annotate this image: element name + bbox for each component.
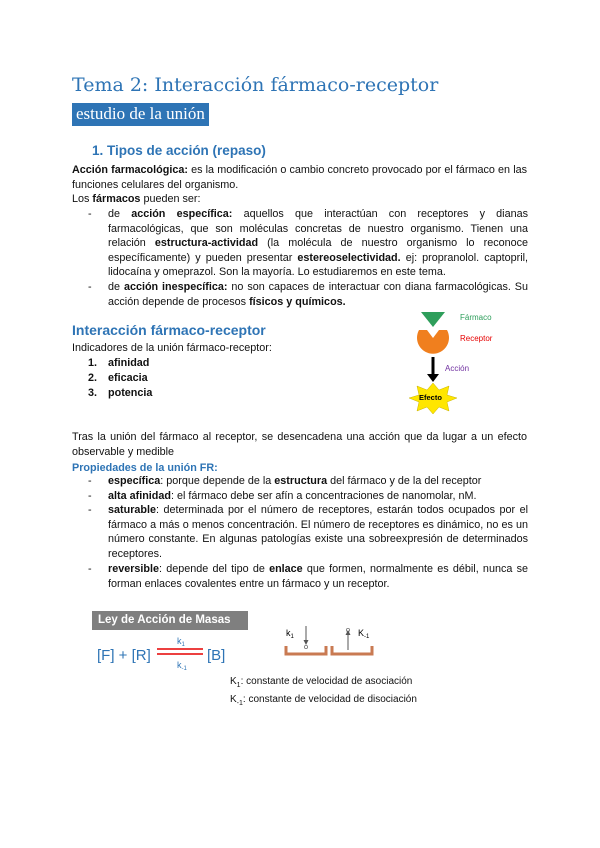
k-subscript: -1	[236, 700, 243, 707]
indicators-list	[88, 356, 152, 401]
dash-bullet: -	[88, 281, 92, 293]
drugs-intro	[72, 192, 527, 207]
drug-label: Fármaco	[460, 313, 492, 322]
page-title: Tema 2: Interacción fármaco-receptor	[72, 74, 439, 96]
definition-text: es la modificación o cambio concreto provocado por el fármaco en las funciones celulares del organismo.	[72, 164, 527, 191]
item-text: no son capaces de interactuar con diana farmacológicas. Su acción depende de procesos	[108, 281, 529, 308]
prop-term: saturable	[108, 504, 157, 516]
list-item-text	[108, 562, 528, 591]
dash-bullet: -	[88, 475, 92, 487]
k1-label	[286, 628, 295, 640]
mass-action-equation	[95, 632, 245, 677]
drugs-prefix: Los	[72, 193, 90, 205]
k-1-definition	[230, 694, 417, 707]
k-subscript: 1	[290, 634, 294, 640]
item-term2: físicos y químicos.	[249, 295, 346, 308]
item-term3: estereoselectividad.	[297, 251, 401, 264]
property-afinidad	[88, 489, 528, 504]
dash-bullet: -	[88, 490, 92, 502]
list-item-text	[108, 474, 528, 489]
reverse-rate-label	[177, 660, 187, 672]
list-item-text	[108, 503, 528, 561]
prop-text: : determinada por el número de receptores, estarán todos ocupados por el fármaco a más o menos concentración. El número de receptores es dinámico, no es un número constante. En algunas patologías existe una sobreexpresión de determinados receptores.	[108, 504, 528, 560]
receptor-label: Receptor	[460, 334, 493, 343]
drug-receptor-diagram	[405, 300, 535, 420]
item-number: 3.	[88, 387, 98, 399]
association-arrowhead-icon	[304, 640, 309, 645]
prop-term2: estructura	[274, 475, 328, 487]
item-term: acción inespecífica:	[123, 281, 228, 293]
k-subscript: 1	[236, 682, 241, 689]
item-term2: estructura-actividad	[154, 237, 259, 249]
dash-bullet: -	[88, 504, 92, 516]
action-arrowhead-icon	[427, 374, 439, 382]
indicator-item	[88, 371, 152, 386]
dash-bullet: -	[88, 563, 92, 575]
prop-term2: enlace	[269, 563, 303, 575]
prop-text: : el fármaco debe ser afín a concentraciones de nanomolar, nM.	[171, 490, 477, 502]
section-heading-tipos	[92, 143, 266, 158]
k-definition-text: : constante de velocidad de asociación	[240, 676, 413, 687]
property-reversible	[88, 562, 528, 591]
k-symbol: K	[230, 676, 237, 687]
k-subscript: -1	[181, 666, 187, 672]
receptor-site-icon	[332, 646, 372, 654]
page-subtitle: estudio de la unión	[72, 103, 209, 126]
effect-label: Efecto	[419, 393, 442, 402]
receptor-shape-icon	[417, 330, 449, 354]
k-subscript: -1	[364, 634, 370, 640]
indicator-item	[88, 386, 152, 401]
definition-term: Acción farmacológica:	[72, 164, 188, 176]
heading-number: 1.	[92, 143, 104, 158]
k-1-label	[358, 628, 370, 640]
dash-bullet: -	[88, 208, 92, 220]
list-item-especifica	[88, 207, 528, 280]
drug-shape-icon	[421, 312, 445, 327]
definition-paragraph	[72, 163, 527, 192]
k-symbol: k	[177, 660, 182, 670]
list-item-text	[108, 207, 528, 280]
after-binding-paragraph: Tras la unión del fármaco al receptor, se desencadena una acción que da lugar a un efecto observable y medible	[72, 431, 527, 458]
property-saturable	[88, 503, 528, 561]
prop-text: : porque depende de la	[160, 475, 272, 487]
item-text: aquellos que interactúan con receptores y dianas farmacológicas, que son moléculas concretas de nuestro organismo. Tienen una relación	[108, 208, 528, 249]
item-label: eficacia	[108, 372, 148, 384]
drugs-suffix: pueden ser:	[143, 193, 201, 205]
item-text3: ej: propranolol. captopril, lidocaína y omeprazol. Son la mayoría. Lo estudiaremos en este tema.	[108, 251, 529, 278]
item-text2: (la molécula de nuestro organismo lo reconoce específicamente) y pueden presentar	[108, 237, 529, 264]
property-especifica	[88, 474, 528, 489]
section-heading-interaccion: Interacción fármaco-receptor	[72, 322, 266, 338]
indicators-intro: Indicadores de la unión fármaco-receptor:	[72, 342, 272, 354]
k-symbol: K	[230, 694, 237, 705]
properties-heading: Propiedades de la unión FR:	[72, 462, 218, 474]
k-symbol: k	[177, 636, 182, 646]
prop-term: reversible	[108, 563, 160, 575]
k-definition-text: : constante de velocidad de disociación	[242, 694, 417, 705]
item-term: acción específica:	[131, 208, 233, 220]
k-subscript: 1	[181, 642, 185, 648]
prop-term: específica	[108, 475, 161, 487]
ligand-dot-icon	[304, 645, 307, 648]
binding-kinetics-diagram	[280, 622, 410, 660]
receptor-site-icon	[286, 646, 326, 654]
k-symbol: K	[358, 628, 365, 638]
drugs-term: fármacos	[92, 193, 141, 205]
item-number: 1.	[88, 357, 98, 369]
prop-term: alta afinidad	[108, 490, 171, 502]
prop-text: : depende del tipo de	[159, 563, 265, 575]
item-pre: de	[108, 281, 121, 293]
item-pre: de	[108, 208, 121, 220]
k1-definition	[230, 676, 412, 689]
equation-right: [B]	[207, 647, 226, 664]
action-label: Acción	[445, 364, 470, 373]
mass-action-law-box: Ley de Acción de Masas	[92, 611, 248, 630]
k-symbol: k	[286, 628, 291, 638]
item-label: potencia	[108, 387, 153, 399]
item-number: 2.	[88, 372, 98, 384]
prop-text2: que formen, normalmente es débil, nunca se forman enlaces covalentes entre un fármaco y un receptor.	[108, 563, 528, 590]
item-label: afinidad	[108, 357, 150, 369]
list-item-text	[108, 489, 528, 504]
forward-rate-label	[177, 636, 186, 648]
indicator-item	[88, 356, 152, 371]
equation-left: [F] + [R]	[97, 647, 151, 664]
prop-text2: del fármaco y de la del receptor	[330, 475, 482, 487]
heading-text: Tipos de acción (repaso)	[107, 143, 266, 158]
